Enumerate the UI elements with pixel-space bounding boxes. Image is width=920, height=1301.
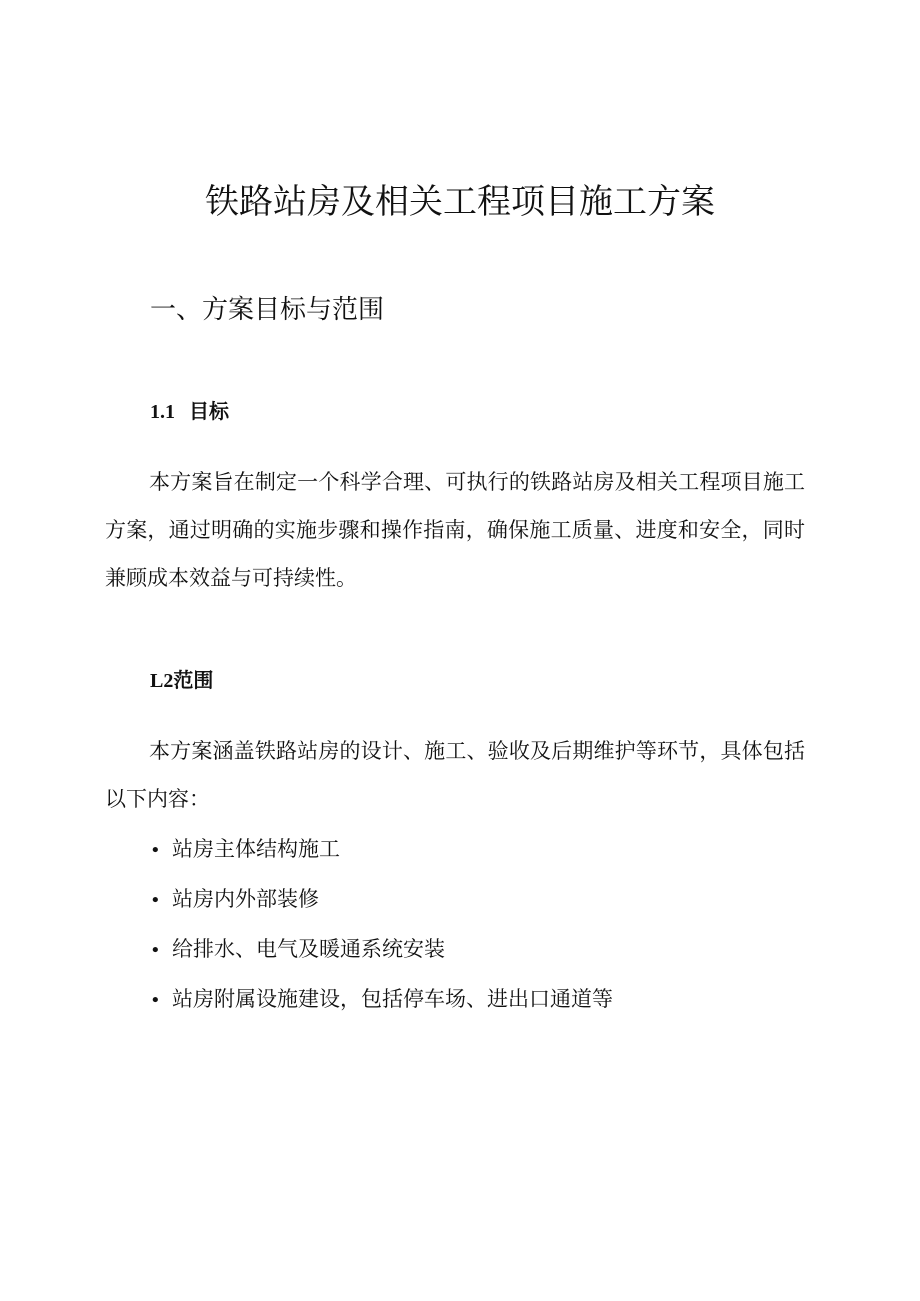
- bullet-icon: •: [150, 890, 161, 911]
- scope-paragraph: 本方案涵盖铁路站房的设计、施工、验收及后期维护等环节，具体包括以下内容：: [105, 739, 805, 811]
- list-item: [150, 875, 613, 925]
- bullet-icon: •: [150, 940, 161, 961]
- list-item-text: 站房附属设施建设，包括停车场、进出口通道等: [172, 987, 613, 1011]
- section-heading: 一、方案目标与范围: [150, 295, 385, 325]
- goal-heading-title: 目标: [189, 401, 229, 423]
- list-item-text: 站房主体结构施工: [172, 837, 340, 861]
- list-item-text: 给排水、电气及暖通系统安装: [172, 937, 445, 961]
- list-item: [150, 975, 613, 1025]
- bullet-icon: •: [150, 990, 161, 1011]
- list-item: [150, 825, 613, 875]
- list-item-text: 站房内外部装修: [172, 887, 319, 911]
- scope-list: [150, 825, 613, 1025]
- list-item: [150, 925, 613, 975]
- goal-heading-number: 1.1: [150, 401, 175, 423]
- bullet-icon: •: [150, 840, 161, 861]
- document-title: 铁路站房及相关工程项目施工方案: [205, 182, 715, 222]
- goal-paragraph: 本方案旨在制定一个科学合理、可执行的铁路站房及相关工程项目施工方案，通过明确的实施步骤和操作指南，确保施工质量、进度和安全，同时兼顾成本效益与可持续性。: [105, 470, 805, 590]
- goal-heading: [150, 397, 229, 427]
- scope-heading: L2范围: [150, 670, 214, 692]
